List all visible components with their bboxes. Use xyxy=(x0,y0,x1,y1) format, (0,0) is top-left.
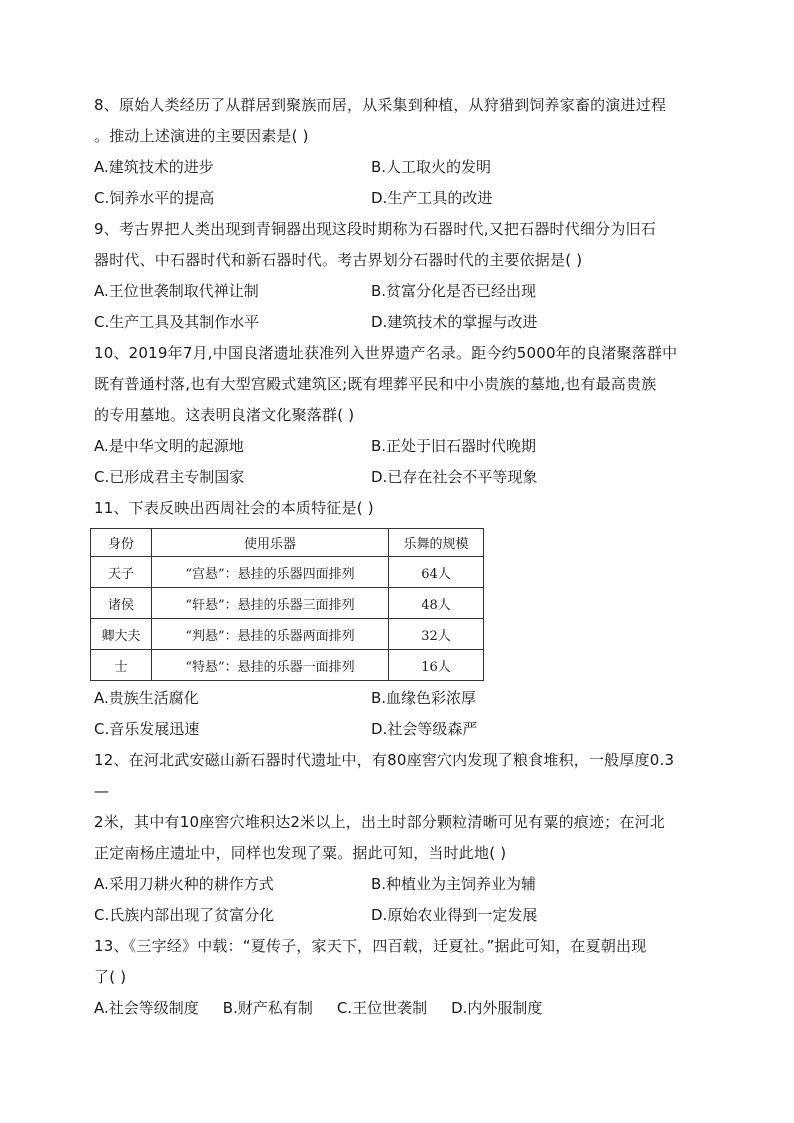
table-cell: “判悬”：悬挂的乐器两面排列 xyxy=(152,619,389,650)
option-d[interactable]: D.内外服制度 xyxy=(451,999,543,1017)
table-header: 身份 xyxy=(91,529,152,557)
question-11 xyxy=(94,493,704,745)
option-a[interactable]: A.建筑技术的进步 xyxy=(94,158,214,176)
question-stem: 器时代、中石器时代和新石器时代。考古界划分石器时代的主要依据是( ) xyxy=(94,251,583,269)
question-13 xyxy=(94,931,704,1024)
question-stem: 10、2019年7月,中国良渚遗址获准列入世界遗产名录。距今约5000年的良渚聚落群中 xyxy=(94,344,678,362)
question-stem: 13、《三字经》中载：“夏传子，家天下，四百载，迁夏社。”据此可知，在夏朝出现 xyxy=(94,937,647,955)
question-stem: 了( ) xyxy=(94,968,127,986)
option-d[interactable]: D.原始农业得到一定发展 xyxy=(371,906,538,924)
question-stem: 的专用墓地。这表明良渚文化聚落群( ) xyxy=(94,406,355,424)
table-cell: 天子 xyxy=(91,557,152,588)
option-row xyxy=(94,869,704,900)
table-row xyxy=(91,588,484,619)
option-row xyxy=(94,462,704,493)
question-8 xyxy=(94,90,704,214)
table-cell: “宫悬”：悬挂的乐器四面排列 xyxy=(152,557,389,588)
question-stem: 9、考古界把人类出现到青铜器出现这段时期称为石器时代,又把石器时代细分为旧石 xyxy=(94,220,656,238)
table-cell: 16人 xyxy=(389,650,484,681)
option-a[interactable]: A.是中华文明的起源地 xyxy=(94,437,244,455)
question-stem: 12、在河北武安磁山新石器时代遗址中，有80座窖穴内发现了粮食堆积，一般厚度0.3 xyxy=(94,751,675,769)
table-cell: 32人 xyxy=(389,619,484,650)
option-d[interactable]: D.社会等级森严 xyxy=(371,720,478,738)
table-row xyxy=(91,557,484,588)
question-stem: 正定南杨庄遗址中，同样也发现了粟。据此可知，当时此地( ) xyxy=(94,844,507,862)
option-a[interactable]: A.贵族生活腐化 xyxy=(94,689,199,707)
option-row xyxy=(94,152,704,183)
question-stem: 既有普通村落,也有大型宫殿式建筑区;既有埋葬平民和中小贵族的墓地,也有最高贵族 xyxy=(94,375,657,393)
option-c[interactable]: C.饲养水平的提高 xyxy=(94,189,215,207)
question-10 xyxy=(94,338,704,493)
table-row xyxy=(91,619,484,650)
option-d[interactable]: D.已存在社会不平等现象 xyxy=(371,468,538,486)
option-row xyxy=(94,683,704,714)
option-row xyxy=(94,993,704,1024)
question-stem: 。推动上述演进的主要因素是( ) xyxy=(94,127,309,145)
music-rank-table xyxy=(90,528,484,681)
option-a[interactable]: A.社会等级制度 xyxy=(94,999,199,1017)
option-b[interactable]: B.血缘色彩浓厚 xyxy=(371,689,477,707)
option-d[interactable]: D.生产工具的改进 xyxy=(371,189,493,207)
exam-page xyxy=(94,90,704,1024)
question-stem: — xyxy=(94,782,110,800)
table-header-row xyxy=(91,529,484,557)
question-9 xyxy=(94,214,704,338)
table-cell: 士 xyxy=(91,650,152,681)
option-row xyxy=(94,431,704,462)
option-c[interactable]: C.生产工具及其制作水平 xyxy=(94,313,260,331)
option-c[interactable]: C.氏族内部出现了贫富分化 xyxy=(94,906,275,924)
option-c[interactable]: C.王位世袭制 xyxy=(336,999,428,1017)
option-row xyxy=(94,714,704,745)
option-b[interactable]: B.正处于旧石器时代晚期 xyxy=(371,437,537,455)
table-cell: 诸侯 xyxy=(91,588,152,619)
option-b[interactable]: B.财产私有制 xyxy=(222,999,313,1017)
table-cell: “轩悬”：悬挂的乐器三面排列 xyxy=(152,588,389,619)
option-row xyxy=(94,900,704,931)
table-cell: 48人 xyxy=(389,588,484,619)
option-a[interactable]: A.王位世袭制取代禅让制 xyxy=(94,282,259,300)
option-a[interactable]: A.采用刀耕火种的耕作方式 xyxy=(94,875,274,893)
option-d[interactable]: D.建筑技术的掌握与改进 xyxy=(371,313,538,331)
option-b[interactable]: B.种植业为主饲养业为辅 xyxy=(371,875,537,893)
option-c[interactable]: C.已形成君主专制国家 xyxy=(94,468,245,486)
question-stem: 11、下表反映出西周社会的本质特征是( ) xyxy=(94,499,374,517)
option-row xyxy=(94,276,704,307)
option-b[interactable]: B.人工取火的发明 xyxy=(371,158,492,176)
table-row xyxy=(91,650,484,681)
table-cell: 卿大夫 xyxy=(91,619,152,650)
option-row xyxy=(94,183,704,214)
table-header: 乐舞的规模 xyxy=(389,529,484,557)
table-cell: “特悬”：悬挂的乐器一面排列 xyxy=(152,650,389,681)
question-stem: 8、原始人类经历了从群居到聚族而居，从采集到种植，从狩猎到饲养家畜的演进过程 xyxy=(94,96,667,114)
option-c[interactable]: C.音乐发展迅速 xyxy=(94,720,200,738)
option-row xyxy=(94,307,704,338)
option-b[interactable]: B.贫富分化是否已经出现 xyxy=(371,282,537,300)
table-header: 使用乐器 xyxy=(152,529,389,557)
question-stem: 2米，其中有10座窖穴堆积达2米以上，出土时部分颗粒清晰可见有粟的痕迹；在河北 xyxy=(94,813,665,831)
table-cell: 64人 xyxy=(389,557,484,588)
question-12 xyxy=(94,745,704,931)
